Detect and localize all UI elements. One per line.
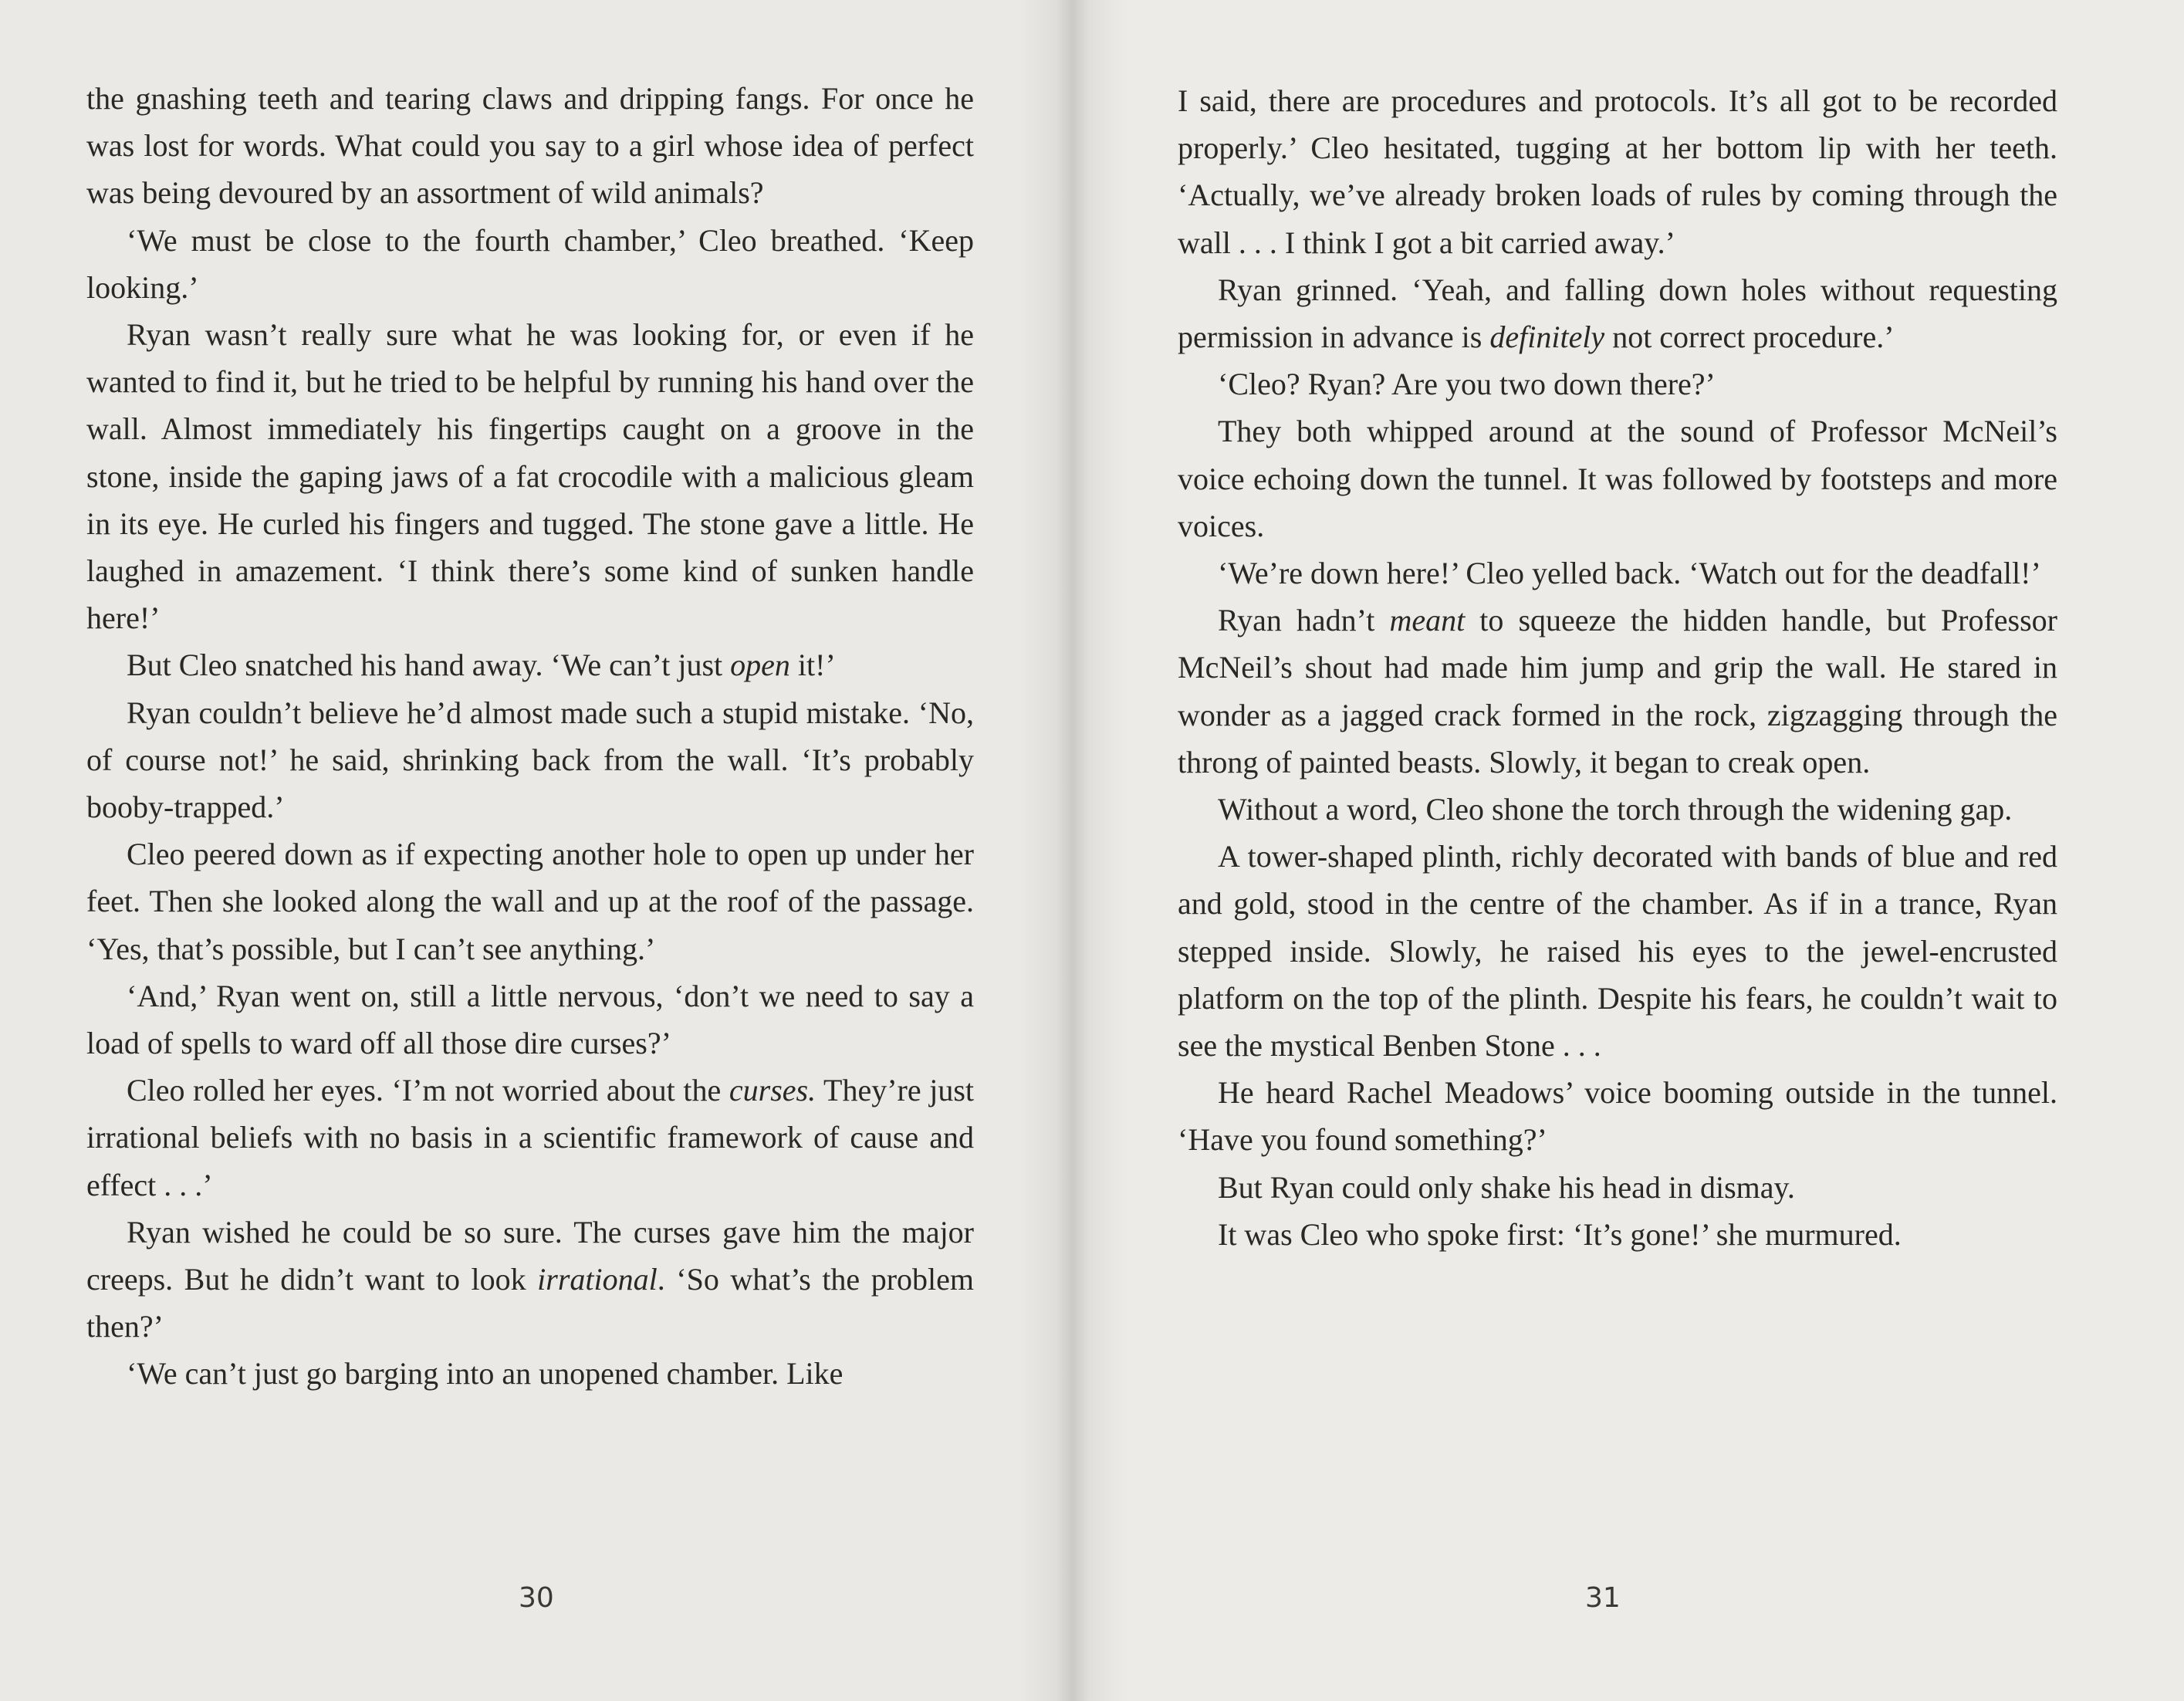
paragraph: I said, there are procedures and protocols. It’s all got to be recorded properly.’ Cleo hesitated, tugging at her bottom lip with her teeth. ‘Actually, we’ve already broken loads of rules by coming through the wall . . . I think I got a bit carried away.’ xyxy=(1178,83,2057,260)
paragraph: ‘We must be close to the fourth chamber,’ Cleo breathed. ‘Keep looking.’ xyxy=(86,222,974,305)
text-run: . ‘So what’s the problem then?’ xyxy=(86,1262,975,1344)
paragraph xyxy=(86,1209,974,1351)
paragraph: ‘We can’t just go barging into an unopened chamber. Like xyxy=(127,1356,844,1392)
paragraph: Without a word, Cleo shone the torch through the widening gap. xyxy=(1218,792,2013,827)
text-run: Ryan hadn’t xyxy=(1218,603,1390,638)
text-run: But Cleo snatched his hand away. ‘We can’t just xyxy=(127,648,731,683)
right-page xyxy=(1067,0,2184,1701)
paragraph: ‘We’re down here!’ Cleo yelled back. ‘Watch out for the deadfall!’ xyxy=(1218,556,2041,591)
page-number-left: 30 xyxy=(519,1582,554,1614)
paragraph: the gnashing teeth and tearing claws and dripping fangs. For once he was lost for words. What could you say to a girl whose idea of perfect was being devoured by an assortment of wild animals? xyxy=(86,81,974,211)
text-run: it!’ xyxy=(789,648,836,683)
paragraph: ‘Cleo? Ryan? Are you two down there?’ xyxy=(1218,367,1716,402)
paragraph: Ryan wasn’t really sure what he was looking for, or even if he wanted to find it, but he tried to be helpful by running his hand over the wall. Almost immediately his fingertips caught on a groove in the stone, inside the gaping jaws of a fat crocodile with a malicious gleam in its eye. He curled his fingers and tugged. The stone gave a little. He laughed in amazement. ‘I think there’s some kind of sunken handle here!’ xyxy=(86,317,974,636)
italic-text: curses. xyxy=(729,1073,816,1108)
paragraph xyxy=(1178,597,2057,786)
paragraph: But Ryan could only shake his head in dismay. xyxy=(1218,1169,1795,1205)
paragraph: Ryan couldn’t believe he’d almost made such a stupid mistake. ‘No, of course not!’ he said, shrinking back from the wall. ‘It’s probably booby-trapped.’ xyxy=(86,695,974,825)
paragraph xyxy=(86,641,974,688)
paragraph: A tower-shaped plinth, richly decorated with bands of blue and red and gold, stood in the centre of the chamber. As if in a trance, Ryan stepped inside. Slowly, he raised his eyes to the jewel-encrusted platform on the top of the plinth. Despite his fears, he couldn’t wait to see the mystical Benben Stone . . . xyxy=(1178,839,2057,1064)
italic-text: definitely xyxy=(1489,320,1605,355)
italic-text: open xyxy=(730,648,790,683)
left-page xyxy=(0,0,1063,1701)
text-run: Ryan grinned. ‘Yeah, and falling down holes without requesting permission in advance is xyxy=(1178,272,2057,355)
paragraph xyxy=(86,1067,974,1209)
text-run: Cleo rolled her eyes. ‘I’m not worried about the xyxy=(127,1073,729,1108)
paragraph: It was Cleo who spoke first: ‘It’s gone!’ she murmured. xyxy=(1218,1216,1902,1252)
page-number-right: 31 xyxy=(1585,1582,1621,1614)
right-page-text xyxy=(1178,77,2057,1258)
text-run: not correct procedure.’ xyxy=(1604,320,1895,355)
left-page-text xyxy=(86,75,974,1398)
paragraph: ‘And,’ Ryan went on, still a little nervous, ‘don’t we need to say a load of spells to ward off all those dire curses?’ xyxy=(86,978,974,1061)
paragraph: He heard Rachel Meadows’ voice booming outside in the tunnel. ‘Have you found something?’ xyxy=(1178,1075,2057,1158)
text-run: They’re just irrational beliefs with no basis in a scientific framework of cause and effect . . .’ xyxy=(86,1073,975,1202)
text-run: to squeeze the hidden handle, but Professor McNeil’s shout had made him jump and grip the wall. He stared in wonder as a jagged crack formed in the rock, zigzagging through the throng of painted beasts. Slowly, it began to creak open. xyxy=(1178,603,2057,779)
text-run: Ryan wished he could be so sure. The curses gave him the major creeps. But he didn’t want to look xyxy=(86,1214,974,1297)
paragraph: They both whipped around at the sound of Professor McNeil’s voice echoing down the tunnel. It was followed by footsteps and more voices. xyxy=(1178,414,2057,543)
italic-text: irrational xyxy=(537,1262,658,1297)
paragraph xyxy=(1178,266,2057,360)
paragraph: Cleo peered down as if expecting another hole to open up under her feet. Then she looked along the wall and up at the roof of the passage. ‘Yes, that’s possible, but I can’t see anything.’ xyxy=(86,837,974,966)
italic-text: meant xyxy=(1389,603,1466,638)
